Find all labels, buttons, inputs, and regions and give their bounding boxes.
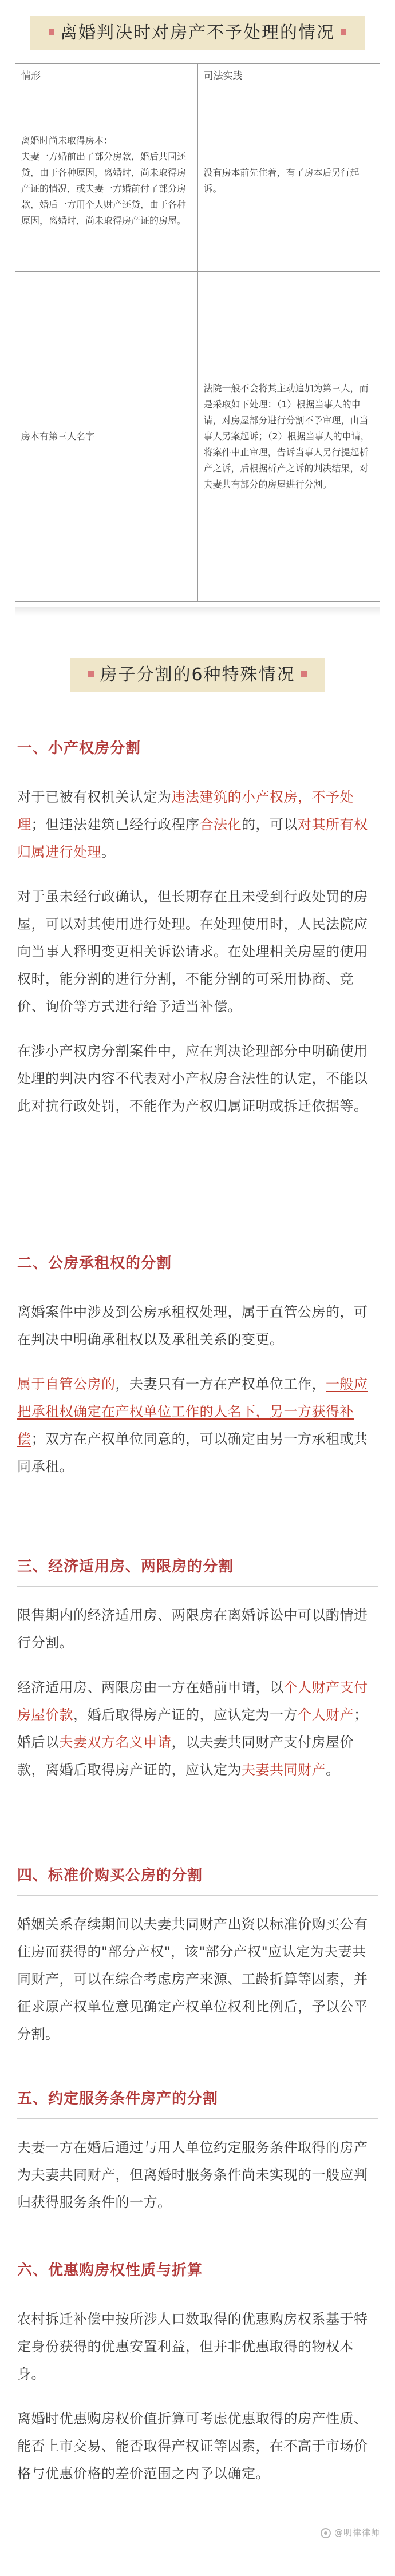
highlight-text: 夫妻双方名义申请 — [59, 1734, 172, 1751]
section-preferential-purchase — [17, 2260, 378, 2487]
text-span: ；但违法建筑已经行政程序 — [31, 817, 200, 833]
section-service-condition-housing — [17, 2088, 378, 2216]
title2-text: 房子分割的6种特殊情况 — [100, 665, 295, 685]
situation-line: 离婚时尚未取得房本： — [21, 134, 113, 146]
table-cell-situation — [15, 90, 198, 271]
highlight-text: 夫妻共同财产 — [242, 1762, 326, 1778]
section-heading: 六、优惠购房权性质与折算 — [17, 2260, 378, 2290]
section-heading: 二、公房承租权的分割 — [17, 1253, 378, 1283]
paragraph: 农村拆迁补偿中按所涉人口数取得的优惠购房权系基于特定身份获得的优惠安置利益，但并非优惠取得的物权本身。 — [17, 2311, 368, 2383]
section-affordable-housing — [17, 1556, 378, 1784]
text-span: 经济适用房、两限房由一方在婚前申请，以 — [17, 1679, 284, 1696]
highlight-text: 违法建筑的小产权房，不予处理 — [17, 789, 354, 833]
paragraph: 离婚案件中涉及到公房承租权处理，属于直管公房的，可在判决中明确承租权以及承租关系的变更。 — [17, 1304, 368, 1348]
text-span: ，以夫妻共同财产支付房屋价款，离婚后取得房产证的，应认定为 — [17, 1734, 354, 1778]
title-banner-1 — [30, 16, 365, 50]
text-span: ；婚后以 — [17, 1707, 368, 1751]
text-span: 对于已被有权机关认定为 — [17, 789, 172, 806]
table-row — [15, 90, 380, 271]
title2-wrap — [0, 658, 395, 692]
section-heading: 三、经济适用房、两限房的分割 — [17, 1556, 378, 1587]
table-cell-practice: 没有房本前先住着，有了房本后另行起诉。 — [198, 90, 380, 271]
highlight-text: 一般应把承租权确定在产权单位工作的人名下，另一方获得补偿 — [17, 1376, 368, 1448]
section-public-housing — [17, 1253, 378, 1480]
paragraph: 夫妻一方在婚后通过与用人单位约定服务条件取得的房产为夫妻共同财产，但离婚时服务条件尚未实现的一般应判归获得服务条件的一方。 — [17, 2139, 368, 2211]
paragraph: 离婚时优惠购房权价值折算可考虑优惠取得的房产性质、能否上市交易、能否取得产权证等因素，在不高于市场价格与优惠价格的差价范围之内予以确定。 — [17, 2411, 368, 2482]
highlight-text: 属于自管公房的 — [17, 1376, 116, 1393]
highlight-text: 个人财产支付房屋价款 — [17, 1679, 368, 1723]
section-standard-price-housing — [17, 1865, 378, 2048]
highlight-text: 个人财产 — [298, 1707, 354, 1723]
text-span: ；双方在产权单位同意的，可以确定由另一方承租或共同承租。 — [17, 1431, 368, 1475]
situation-table-area — [15, 63, 380, 602]
table-header-row — [15, 64, 380, 90]
table-header-situation: 情形 — [15, 64, 198, 90]
divider-shadow — [15, 607, 380, 616]
situation-table — [15, 63, 380, 602]
paragraph — [17, 1674, 378, 1784]
table-header-practice: 司法实践 — [198, 64, 380, 90]
title1-wrap — [0, 16, 395, 50]
paragraph: 限售期内的经济适用房、两限房在离婚诉讼中可以酌情进行分割。 — [17, 1607, 368, 1651]
section-heading: 四、标准价购买公房的分割 — [17, 1865, 378, 1896]
paragraph: 婚姻关系存续期间以夫妻共同财产出资以标准价购买公有住房而获得的"部分产权"，该"部分产权"应认定为夫妻共同财产，可以在综合考虑房产来源、工龄折算等因素，并征求原产权单位意见确定产权单位权利比例后，予以公平分割。 — [17, 1916, 368, 2043]
text-span: 的，可以 — [242, 817, 298, 833]
table-row — [15, 271, 380, 601]
paragraph: 在涉小产权房分割案件中，应在判决论理部分中明确使用处理的判决内容不代表对小产权房合法性的认定，不能以此对抗行政处罚，不能作为产权归属证明或拆迁依据等。 — [17, 1043, 368, 1115]
section-heading: 一、小产权房分割 — [17, 738, 378, 768]
weibo-logo-icon — [321, 2528, 331, 2538]
text-span: 。 — [326, 1762, 340, 1778]
section-small-property — [17, 738, 378, 1120]
title1-text: 离婚判决时对房产不予处理的情况 — [60, 23, 335, 43]
section-heading: 五、约定服务条件房产的分割 — [17, 2088, 378, 2119]
table-cell-situation: 房本有第三人名字 — [15, 271, 198, 601]
text-span: ，夫妻只有一方在产权单位工作， — [115, 1376, 326, 1393]
highlight-text: 合法化 — [199, 817, 242, 833]
paragraph: 对于虽未经行政确认，但长期存在且未受到行政处罚的房屋，可以对其使用进行处理。在处理使用时，人民法院应向当事人释明变更相关诉讼请求。在处理相关房屋的使用权时，能分割的进行分割，不能分割的可采用协商、竞价、询价等方式进行给予适当补偿。 — [17, 889, 368, 1015]
watermark-text: @明律律师 — [334, 2527, 380, 2538]
table-cell-practice: 法院一般不会将其主动追加为第三人，而是采取如下处理：（1）根据当事人的申请，对房屋部分进行分割不予审理，由当事人另案起诉；（2）根据当事人的申请，将案件中止审理，告诉当事人另行提起析产之诉，后根据析产之诉的判决结果，对夫妻共有部分的房屋进行分割。 — [198, 271, 380, 601]
situation-line: 夫妻一方婚前出了部分房款，婚后共同还贷，由于各种原因，离婚时，尚未取得房产证的情况，或夫妻一方婚前付了部分房款，婚后一方用个人财产还贷，由于各种原因，离婚时，尚未取得房产证的房屋。 — [21, 150, 187, 226]
highlight-text: 对其所有权归属进行处理 — [17, 817, 368, 861]
text-span: 。 — [101, 844, 116, 861]
paragraph — [17, 783, 378, 866]
watermark — [321, 2526, 380, 2538]
paragraph — [17, 1370, 378, 1480]
text-span: ，婚后取得房产证的，应认定为一方 — [73, 1707, 298, 1723]
title-banner-2 — [70, 658, 325, 692]
